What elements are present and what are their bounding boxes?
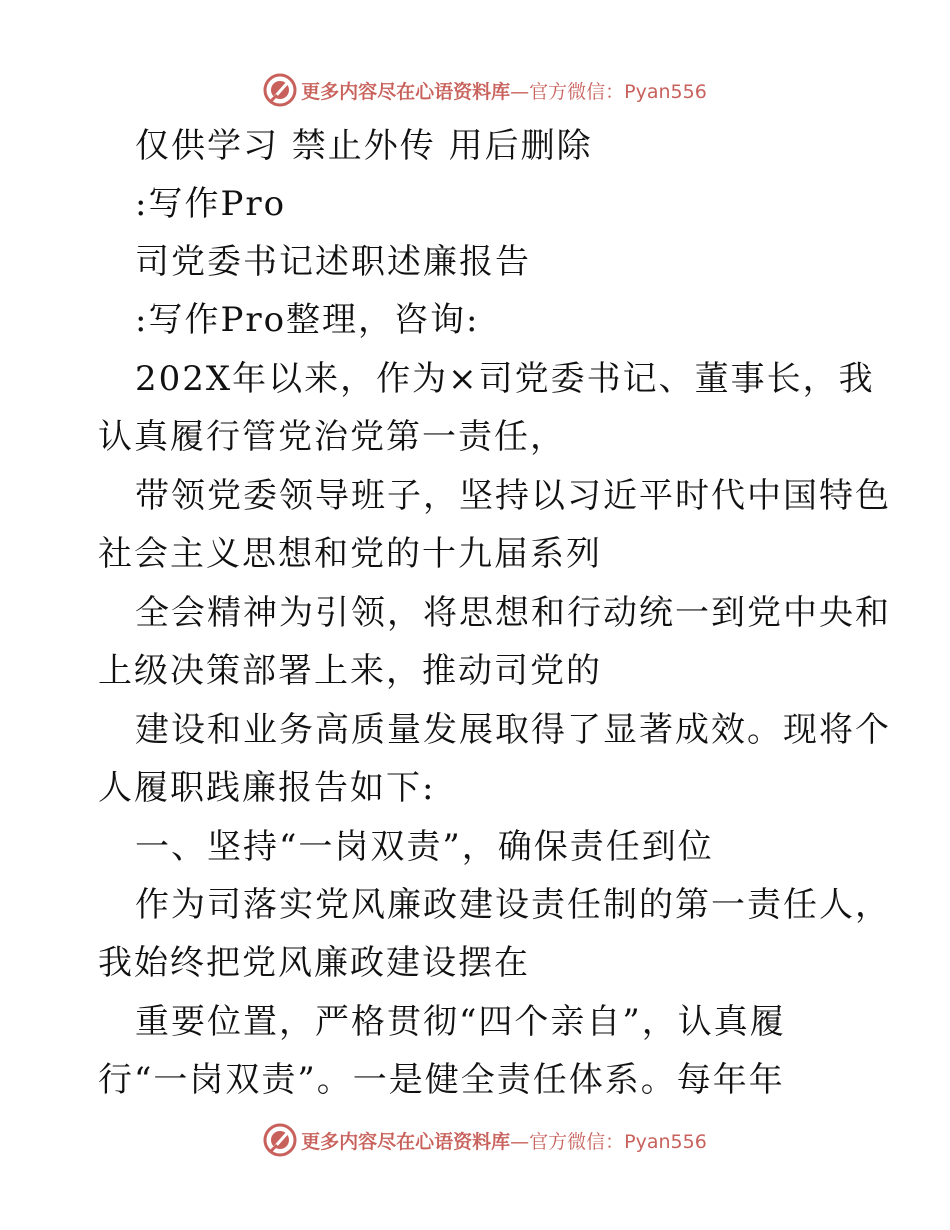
- banner-wechat: 官方微信：Pyan556: [529, 80, 707, 103]
- banner-wechat: 官方微信：Pyan556: [529, 1130, 707, 1153]
- banner-separator: —: [510, 80, 530, 103]
- banner-site-name: 更多内容尽在心语资料库: [301, 1130, 511, 1153]
- doc-line-11: 建设和业务高质量发展取得了显著成效。现将个: [135, 710, 891, 750]
- doc-line-14: 作为司落实党风廉政建设责任制的第一责任人，: [135, 885, 891, 925]
- doc-line-6: 认真履行管党治党第一责任，: [98, 417, 566, 457]
- doc-line-16: 重要位置，严格贯彻“四个亲自”，认真履: [135, 1002, 786, 1042]
- doc-line-17: 行“一岗双责”。一是健全责任体系。每年年: [98, 1060, 785, 1100]
- banner-separator: —: [510, 1130, 530, 1153]
- doc-line-12: 人履职践廉报告如下:: [98, 768, 436, 808]
- doc-line-1: 仅供学习 禁止外传 用后删除: [135, 126, 593, 166]
- doc-line-10: 上级决策部署上来，推动司党的: [98, 651, 602, 691]
- banner-site-name: 更多内容尽在心语资料库: [301, 80, 511, 103]
- doc-line-13: 一、坚持“一岗双责”，确保责任到位: [135, 827, 714, 867]
- doc-line-3: 司党委书记述职述廉报告: [135, 242, 531, 282]
- doc-line-4: :写作Pro整理，咨询:: [135, 300, 480, 340]
- doc-line-9: 全会精神为引领，将思想和行动统一到党中央和: [135, 593, 891, 633]
- footer-banner: [0, 1120, 950, 1160]
- banner-text: [301, 1127, 707, 1154]
- brand-logo-icon: [263, 1123, 297, 1157]
- doc-line-8: 社会主义思想和党的十九届系列: [98, 534, 602, 574]
- doc-line-15: 我始终把党风廉政建设摆在: [98, 943, 530, 983]
- doc-line-2: :写作Pro: [135, 184, 287, 224]
- doc-line-7: 带领党委领导班子，坚持以习近平时代中国特色: [135, 476, 891, 516]
- doc-line-5: 202X年以来，作为×司党委书记、董事长，我: [135, 359, 875, 399]
